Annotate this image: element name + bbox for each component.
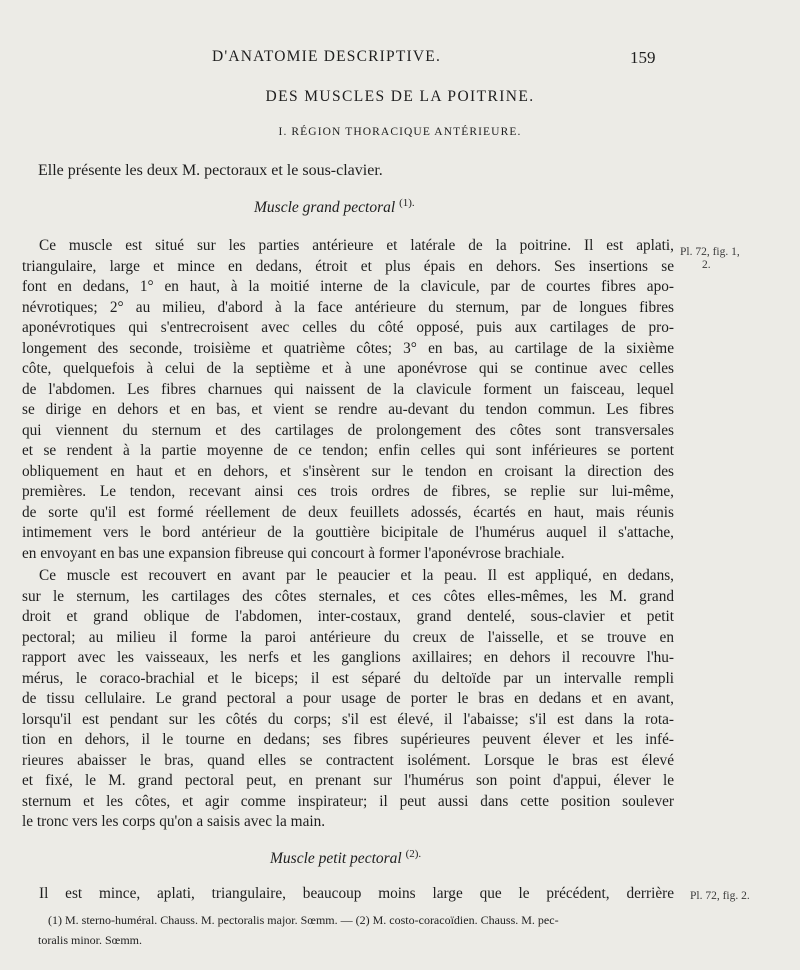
text-line: le tronc vers les corps qu'on a saisis avec la main. bbox=[22, 813, 326, 830]
text-line: premières. Le tendon, recevant ainsi ces trois ordres de fibres, se replie sur lui-même, bbox=[22, 483, 674, 500]
paragraph-2 bbox=[22, 566, 674, 833]
text-line: Ce muscle est situé sur les parties antérieure et latérale de la poitrine. Il est aplati, bbox=[39, 237, 674, 254]
intro-text: Elle présente les deux M. pectoraux et le sous-clavier. bbox=[38, 162, 383, 179]
text-line: névrotiques; 2° au milieu, d'abord à la face antérieure du sternum, par de longues fibres bbox=[22, 298, 674, 316]
text-line: de sorte qu'il est formé réellement de deux feuillets adossés, écartés en haut, mais réunis bbox=[22, 503, 674, 521]
paragraph-1 bbox=[22, 236, 674, 564]
page-number: 159 bbox=[630, 48, 656, 67]
text-line: longement des seconde, troisième et quatrième côtes; 3° en bas, au cartilage de la sixième bbox=[22, 339, 674, 357]
text-line: se dirige en dehors et en bas, et vient se rendre au-devant du tendon commun. Les fibres bbox=[22, 401, 674, 418]
subsection-title: I. RÉGION THORACIQUE ANTÉRIEURE. bbox=[278, 126, 522, 138]
text-line: sternum et les côtes, et agir comme inspirateur; il peut aussi dans cette position soulever bbox=[22, 792, 674, 810]
text-line: droit et grand oblique de l'abdomen, inter-costaux, grand dentelé, sous-clavier et petit bbox=[22, 608, 674, 625]
text-line: mérus, le coraco-brachial et le biceps; il est séparé du deltoïde par un intervalle rempli bbox=[22, 669, 674, 687]
margin-note-1 bbox=[680, 246, 740, 272]
section-title: DES MUSCLES DE LA POITRINE. bbox=[265, 88, 535, 105]
muscle-heading-text: Muscle petit pectoral bbox=[270, 850, 402, 868]
footnote-line: toralis minor. Sœmm. bbox=[38, 933, 143, 947]
text-line: obliquement en haut et en dehors, et s'insèrent sur le tendon en croisant la direction des bbox=[22, 462, 674, 480]
text-line: en envoyant en bas une expansion fibreuse qui concourt à former l'aponévrose brachiale. bbox=[22, 544, 565, 562]
text-line: aponévrotiques qui s'entrecroisent avec celles du côté opposé, puis aux cartilages de pro- bbox=[22, 319, 674, 336]
text-line: font en dedans, 1° en haut, à la moitié interne de la clavicule, par de courtes fibres apo- bbox=[22, 278, 674, 295]
paragraph-3 bbox=[22, 884, 674, 905]
muscle-heading-petit-pectoral bbox=[270, 848, 421, 868]
margin-note-line: Pl. 72, fig. 1, bbox=[680, 246, 740, 258]
text-line: tion en dehors, il le tourne en dedans; ses fibres supérieures peuvent élever et les infé- bbox=[22, 731, 674, 748]
footnote-line: (1) M. sterno-huméral. Chauss. M. pectoralis major. Sœmm. — (2) M. costo-coracoïdien. Chauss. M. pec- bbox=[48, 913, 559, 927]
text-line: et se rendent à la partie moyenne de ce tendon; enfin celles qui sont inférieures se portent bbox=[22, 442, 674, 459]
footnote-ref: (2). bbox=[405, 848, 422, 860]
text-line: rieures abaisser le bras, quand elles se contractent isolément. Lorsque le bras est élevé bbox=[22, 751, 674, 769]
footnote-ref: (1). bbox=[399, 197, 415, 209]
text-line: de l'abdomen. Les fibres charnues qui naissent de la clavicule forment un faisceau, lequel bbox=[22, 380, 674, 398]
text-line: triangulaire, large et mince en dedans, étroit et plus épais en dehors. Ses insertions se bbox=[22, 257, 674, 275]
text-line: rapport avec les vaisseaux, les nerfs et les ganglions axillaires; en dehors il recouvre l'hu- bbox=[22, 649, 674, 666]
text-line: intimement vers le bord antérieur de la gouttière bicipitale de l'humérus auquel il s'attache, bbox=[22, 524, 674, 541]
margin-note-2: Pl. 72, fig. 2. bbox=[690, 890, 750, 902]
margin-note-line: 2. bbox=[702, 259, 711, 271]
muscle-heading-text: Muscle grand pectoral bbox=[254, 199, 396, 217]
text-line: de tissu cellulaire. Le grand pectoral a pour usage de porter le bras en dedans et en avant, bbox=[22, 690, 674, 707]
text-line: sur le sternum, les cartilages des côtes sternales, et ces côtes elles-mêmes, les M. grand bbox=[22, 587, 674, 605]
text-line: pectoral; au milieu il forme la paroi antérieure du creux de l'aisselle, et se trouve en bbox=[22, 628, 674, 646]
text-line: qui viennent du sternum et des cartilages de prolongement des côtes sont transversales bbox=[22, 421, 674, 439]
text-line: côte, quelquefois à celui de la septième et à une aponévrose qui se continue avec celles bbox=[22, 360, 674, 377]
running-title: D'ANATOMIE DESCRIPTIVE. bbox=[212, 48, 442, 65]
text-line: Il est mince, aplati, triangulaire, beaucoup moins large que le précédent, derrière bbox=[39, 885, 674, 902]
muscle-heading-grand-pectoral bbox=[254, 197, 415, 217]
text-line: Ce muscle est recouvert en avant par le peaucier et la peau. Il est appliqué, en dedans, bbox=[39, 567, 674, 584]
text-line: et fixé, le M. grand pectoral peut, en prenant sur l'humérus son point d'appui, élever le bbox=[22, 772, 674, 789]
text-line: lorsqu'il est pendant sur les côtés du corps; s'il est élevé, il l'abaisse; s'il est dans la rota- bbox=[22, 710, 674, 728]
